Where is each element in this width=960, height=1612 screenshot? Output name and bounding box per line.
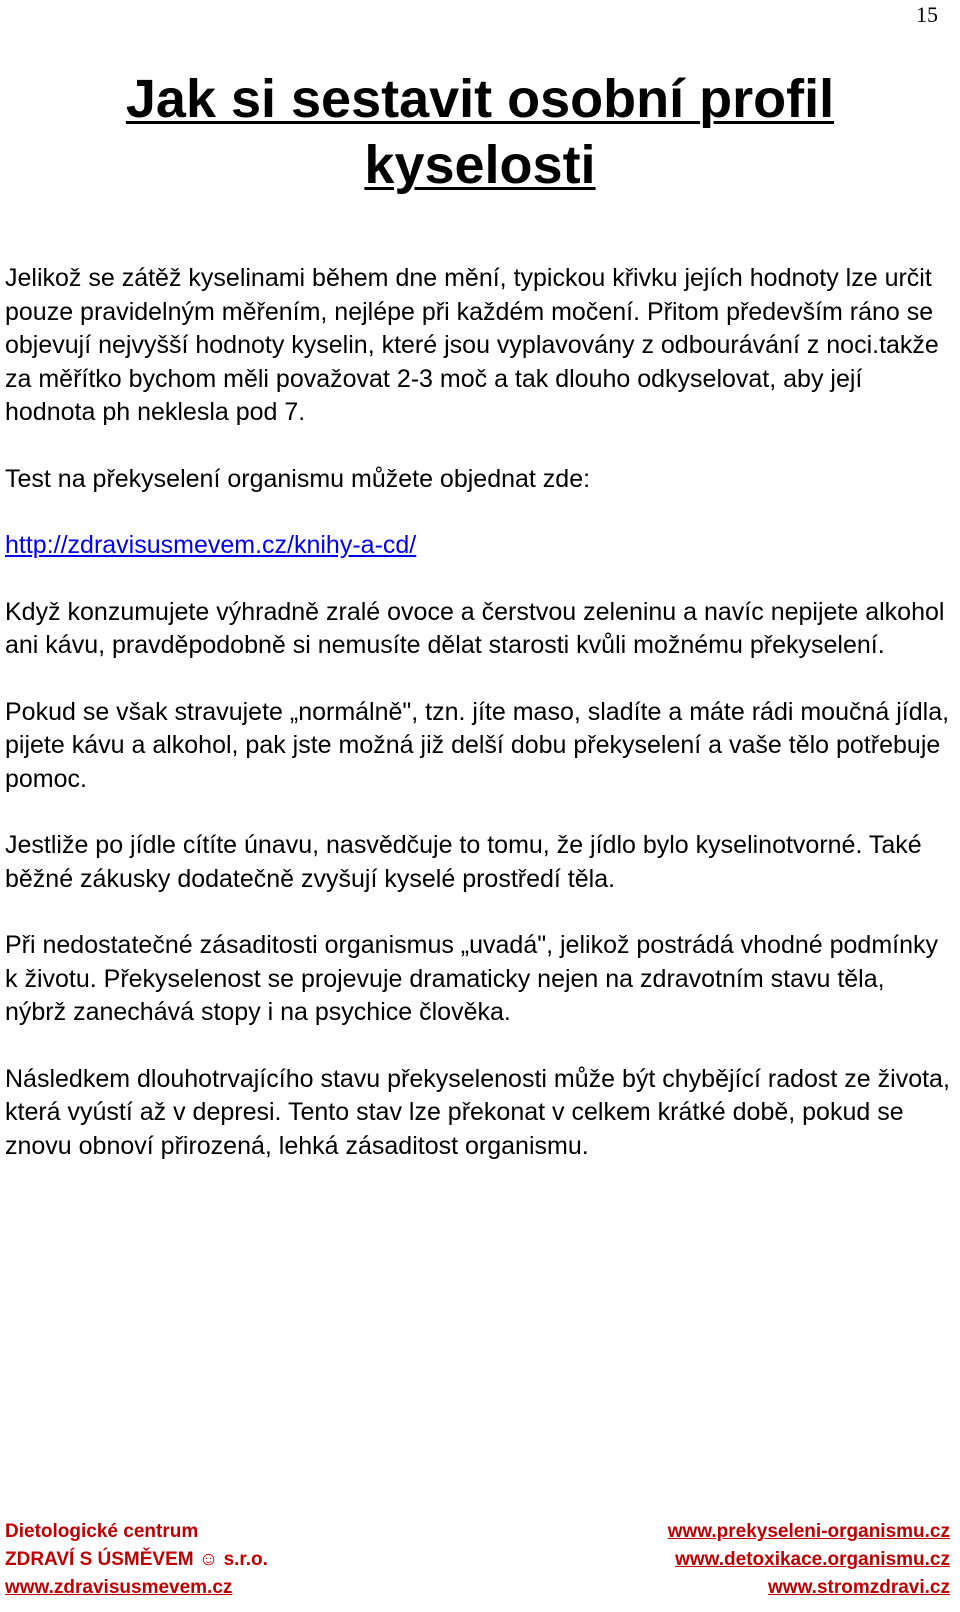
order-test-link[interactable]: http://zdravisusmevem.cz/knihy-a-cd/: [5, 531, 417, 559]
page-title-line-1: Jak si sestavit osobní profil: [125, 69, 835, 129]
footer-link-prekyseleni[interactable]: www.prekyseleni-organismu.cz: [667, 1521, 950, 1542]
page-number: 15: [916, 2, 938, 27]
paragraph-measurement: Jelikož se zátěž kyselinami během dne mění, typickou křivku jejích hodnoty lze určit pouze pravidelným měřením, nejlépe při každém močení. Přitom především ráno se objevují nejvyšší hodnoty kyselin, které jsou vyplavovány z odbourávání z noci.takže za měřítko bychom měli považovat 2-3 moč a tak dlouho odkyselovat, aby její hodnota ph neklesla pod 7.: [5, 264, 939, 426]
footer-link-stromzdravi[interactable]: www.stromzdravi.cz: [768, 1577, 950, 1598]
paragraph-fatigue: Jestliže po jídle cítíte únavu, nasvědčuje to tomu, že jídlo bylo kyselinotvorné. Také běžné zákusky dodatečně zvyšují kyselé prostředí těla.: [5, 831, 922, 893]
footer-link-zdravisusmevem[interactable]: www.zdravisusmevem.cz: [5, 1577, 233, 1598]
page-title: [0, 66, 960, 198]
paragraph-alkalinity: Při nedostatečné zásaditosti organismus „uvadá", jelikož postrádá vhodné podmínky k životu. Překyselenost se projevuje dramaticky nejen na zdravotním stavu těla, nýbrž zanechává stopy i na psychice člověka.: [5, 931, 939, 1026]
footer-company-info: [5, 1518, 268, 1602]
paragraph-normal-diet: Pokud se však stravujete „normálně", tzn. jíte maso, sladíte a máte rádi moučná jídla, pijete kávu a alkohol, pak jste možná již delší dobu překyselení a vaše tělo potřebuje pomoc.: [5, 697, 950, 793]
page-title-line-2: kyselosti: [364, 135, 596, 195]
footer-websites: [668, 1518, 950, 1602]
paragraph-depression: Následkem dlouhotrvajícího stavu překyselenosti může být chybějící radost ze života, která vyústí až v depresi. Tento stav lze překonat v celkem krátké době, pokud se znovu obnoví přirozená, lehká zásaditost organismu.: [5, 1064, 950, 1160]
page-footer: [5, 1518, 950, 1608]
paragraph-link-wrapper: [5, 529, 950, 563]
footer-company-legal-name: ZDRAVÍ S ÚSMĚVEM ☺ s.r.o.: [5, 1549, 268, 1570]
footer-company-name: Dietologické centrum: [5, 1521, 199, 1542]
footer-link-detoxikace[interactable]: www.detoxikace.organismu.cz: [675, 1549, 950, 1570]
paragraph-test-order: Test na překyselení organismu můžete objednat zde:: [5, 464, 591, 493]
document-body: [5, 262, 950, 1196]
paragraph-fruit-vegetables: Když konzumujete výhradně zralé ovoce a čerstvou zeleninu a navíc nepijete alkohol ani kávu, pravděpodobně si nemusíte dělat starosti kvůli možnému překyselení.: [5, 597, 945, 659]
